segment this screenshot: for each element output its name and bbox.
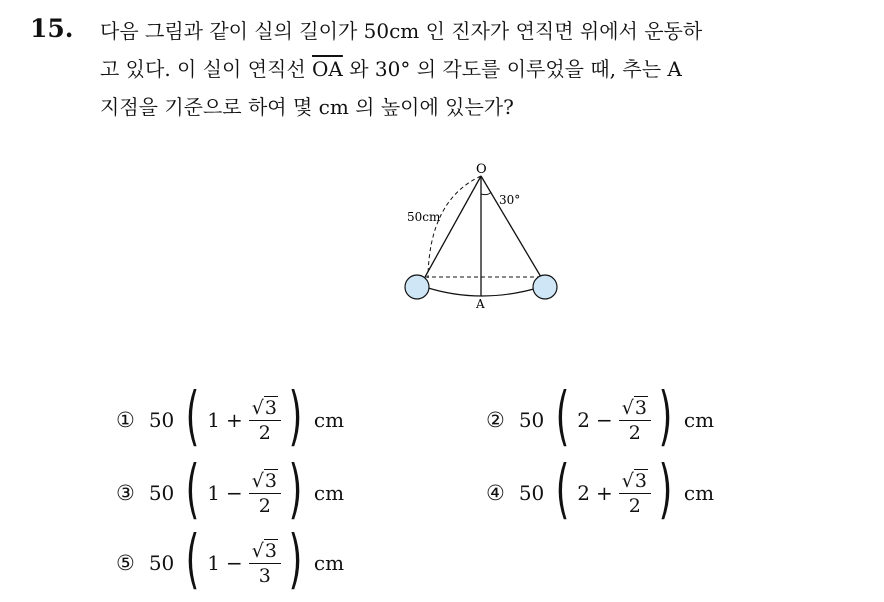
choice-expression	[207, 396, 281, 445]
choice-expression	[207, 469, 281, 518]
choice-expression	[577, 469, 651, 518]
choice-coefficient: 50	[518, 408, 545, 432]
choice-unit: cm	[313, 551, 345, 575]
choice-coefficient: 50	[148, 551, 175, 575]
left-paren: (	[185, 523, 200, 597]
choice-unit: cm	[683, 408, 715, 432]
choice-integer: 2	[577, 408, 590, 432]
fraction-numerator	[619, 396, 651, 421]
fraction	[249, 539, 281, 588]
label-angle: 30°	[499, 193, 521, 207]
choice-marker: ③	[116, 481, 135, 505]
radicand: 3	[634, 396, 647, 419]
choice-integer: 1	[207, 408, 220, 432]
choice-2[interactable]	[486, 380, 715, 455]
fraction-denominator: 2	[258, 421, 271, 444]
choice-coefficient: 50	[148, 481, 175, 505]
sqrt-symbol: √	[251, 396, 264, 419]
fraction	[619, 396, 651, 445]
choice-operator: −	[225, 481, 243, 505]
fraction-numerator	[619, 469, 651, 494]
stem-line-3: 지점을 기준으로 하여 몇 cm 의 높이에 있는가?	[100, 95, 514, 119]
choice-4[interactable]	[486, 453, 715, 528]
fraction	[619, 469, 651, 518]
fraction	[249, 396, 281, 445]
fraction-denominator: 2	[628, 421, 641, 444]
sqrt-symbol: √	[251, 539, 264, 562]
question-number: 15.	[30, 14, 74, 43]
fraction-numerator	[249, 539, 281, 564]
choice-expression	[207, 539, 281, 588]
right-paren: )	[288, 453, 303, 527]
stem-line-2-rest: 와 30° 의 각도를 이루었을 때, 추는 A	[349, 57, 682, 81]
label-length: 50cm	[407, 210, 441, 224]
left-paren: (	[185, 453, 200, 527]
choice-operator: +	[595, 481, 613, 505]
right-paren: )	[658, 453, 673, 527]
label-a: A	[476, 297, 485, 311]
radicand: 3	[634, 469, 647, 492]
stem-line-2-text: 고 있다. 이 실이 연직선	[100, 57, 306, 81]
right-paren: )	[288, 380, 303, 454]
choice-marker: ②	[486, 408, 505, 432]
left-paren: (	[555, 453, 570, 527]
left-paren: (	[555, 380, 570, 454]
sqrt-symbol: √	[621, 469, 634, 492]
fraction-numerator	[249, 469, 281, 494]
choice-3[interactable]	[116, 453, 345, 528]
choice-integer: 1	[207, 551, 220, 575]
right-paren: )	[658, 380, 673, 454]
segment-oa: $\overline{OA}$	[312, 57, 343, 81]
left-paren: (	[185, 380, 200, 454]
choice-coefficient: 50	[148, 408, 175, 432]
choice-unit: cm	[313, 481, 345, 505]
choice-operator: −	[225, 551, 243, 575]
choice-unit: cm	[683, 481, 715, 505]
right-paren: )	[288, 523, 303, 597]
radicand: 3	[264, 396, 277, 419]
label-o: O	[476, 162, 487, 177]
fraction-denominator: 2	[258, 494, 271, 517]
choice-5[interactable]	[116, 523, 345, 598]
choice-integer: 2	[577, 481, 590, 505]
choice-marker: ⑤	[116, 551, 135, 575]
choice-operator: +	[225, 408, 243, 432]
fraction-numerator	[249, 396, 281, 421]
radicand: 3	[264, 469, 277, 492]
radicand: 3	[264, 539, 277, 562]
sqrt-symbol: √	[621, 396, 634, 419]
stem-line-1: 다음 그림과 같이 실의 길이가 50cm 인 진자가 연직면 위에서 운동하	[100, 19, 703, 43]
choice-unit: cm	[313, 408, 345, 432]
fraction-denominator: 2	[628, 494, 641, 517]
choice-1[interactable]	[116, 380, 345, 455]
choice-operator: −	[595, 408, 613, 432]
fraction-denominator: 3	[258, 564, 271, 587]
choice-marker: ①	[116, 408, 135, 432]
fraction	[249, 469, 281, 518]
choice-coefficient: 50	[518, 481, 545, 505]
choice-expression	[577, 396, 651, 445]
choice-marker: ④	[486, 481, 505, 505]
sqrt-symbol: √	[251, 469, 264, 492]
choice-integer: 1	[207, 481, 220, 505]
